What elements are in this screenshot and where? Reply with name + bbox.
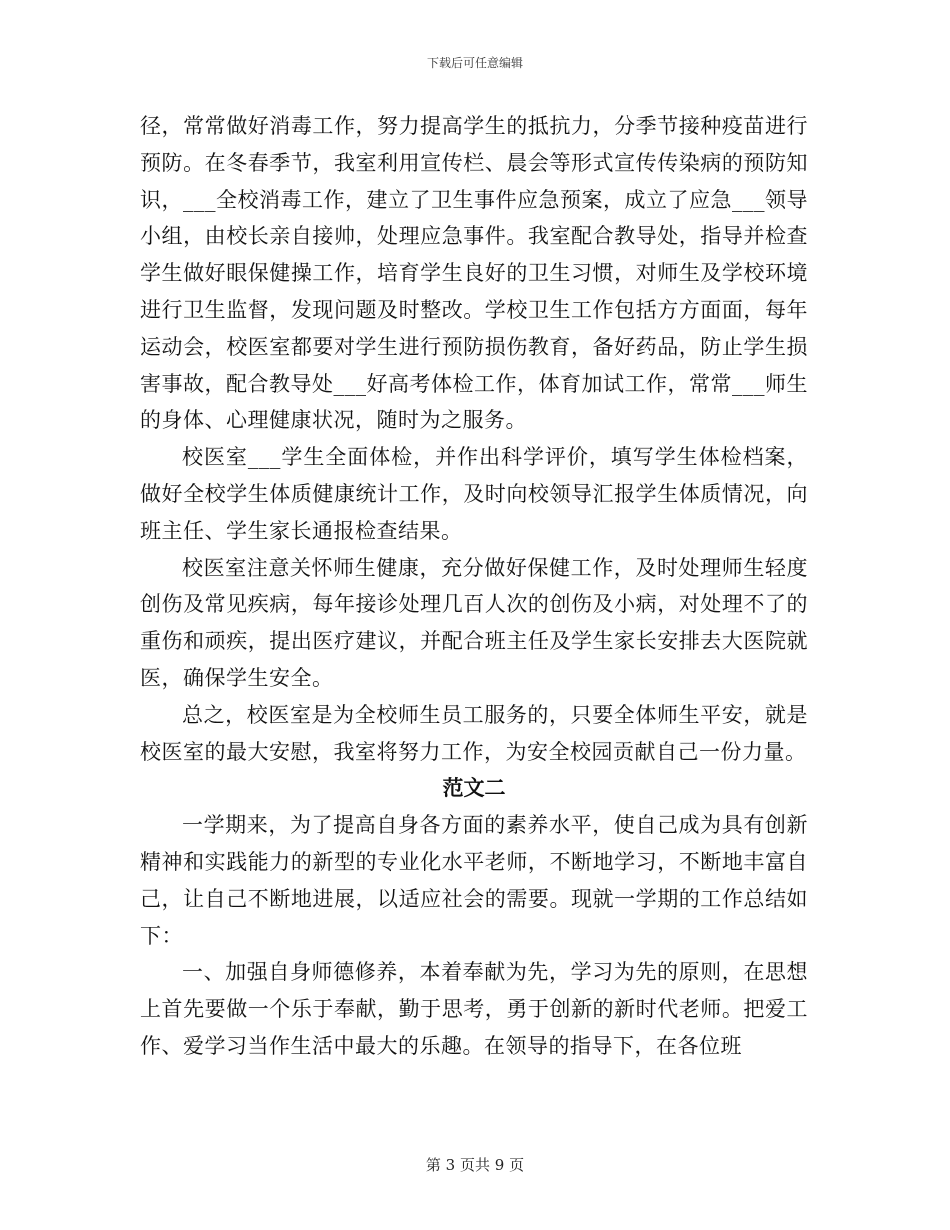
paragraph-intro: 一学期来，为了提高自身各方面的素养水平，使自己成为具有创新精神和实践能力的新型的专业化水平老师，不断地学习，不断地丰富自己，让自己不断地进展，以适应社会的需要。现就一学期的工作总结如下：	[140, 813, 808, 948]
document-body	[140, 108, 808, 1065]
paragraph-point-one: 一、加强自身师德修养，本着奉献为先，学习为先的原则，在思想上首先要做一个乐于奉献，勤于思考，勇于创新的新时代老师。把爱工作、爱学习当作生活中最大的乐趣。在领导的指导下，在各位班	[140, 960, 808, 1058]
paragraph-continued: 径，常常做好消毒工作，努力提高学生的抵抗力，分季节接种疫苗进行预防。在冬春季节，我室利用宣传栏、晨会等形式宣传传染病的预防知识，___全校消毒工作，建立了卫生事件应急预案，成立了应急___领导小组，由校长亲自接帅，处理应急事件。我室配合教导处，指导并检查学生做好眼保健操工作，培育学生良好的卫生习惯，对师生及学校环境进行卫生监督，发现问题及时整改。学校卫生工作包括方方面面，每年运动会，校医室都要对学生进行预防损伤教育，备好药品，防止学生损害事故，配合教导处___好高考体检工作，体育加试工作，常常___师生的身体、心理健康状况，随时为之服务。	[140, 114, 808, 433]
page-header: 下载后可任意编辑	[426, 56, 523, 70]
paragraph-conclusion: 总之，校医室是为全校师生员工服务的，只要全体师生平安，就是校医室的最大安慰，我室将努力工作，为安全校园贡献自己一份力量。	[140, 702, 808, 764]
paragraph-physical-exam: 校医室___学生全面体检，并作出科学评价，填写学生体检档案，做好全校学生体质健康统计工作，及时向校领导汇报学生体质情况，向班主任、学生家长通报检查结果。	[140, 445, 808, 543]
paragraph-health-care: 校医室注意关怀师生健康，充分做好保健工作，及时处理师生轻度创伤及常见疾病，每年接诊处理几百人次的创伤及小病，对处理不了的重伤和顽疾，提出医疗建议，并配合班主任及学生家长安排去大医院就医，确保学生安全。	[140, 555, 808, 690]
page-footer: 第 3 页共 9 页	[425, 1156, 525, 1174]
section-title: 范文二	[442, 775, 506, 801]
